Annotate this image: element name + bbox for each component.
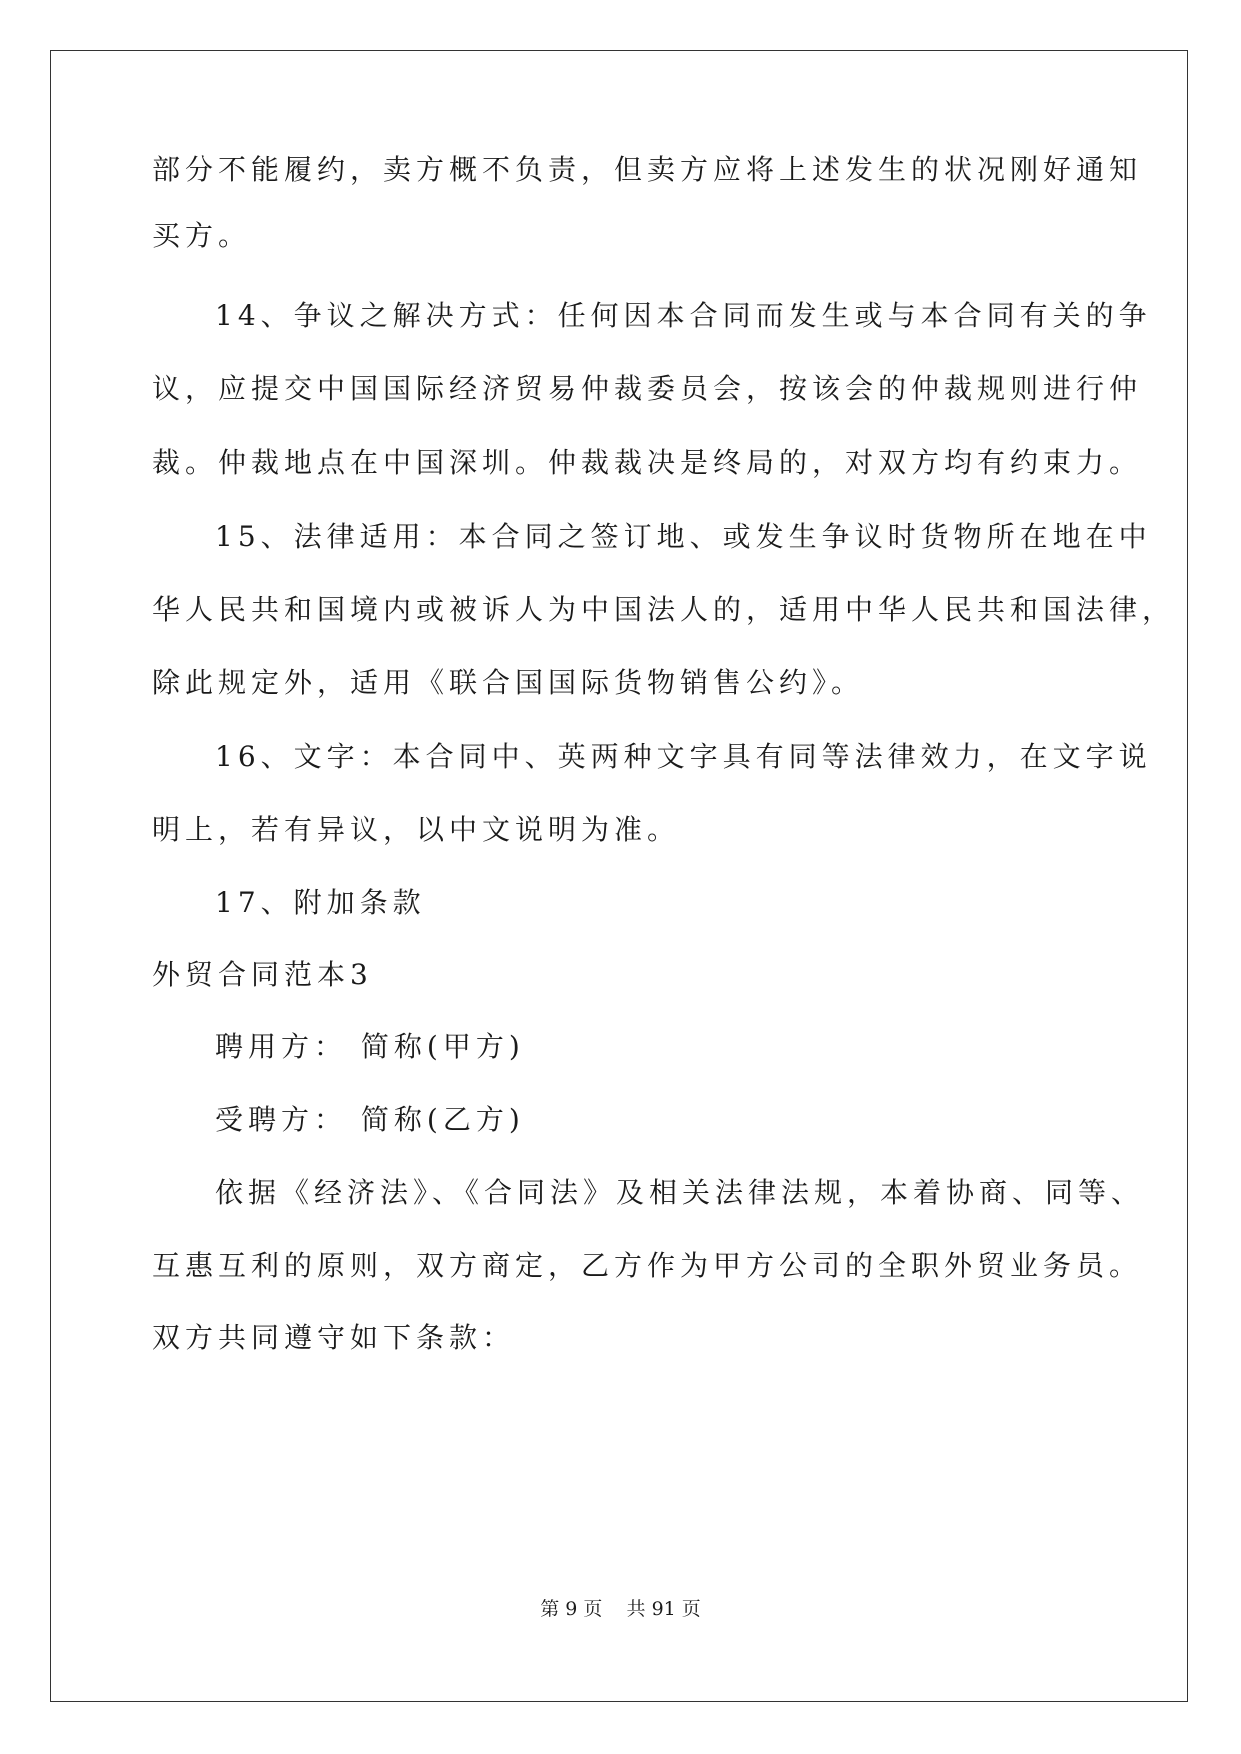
clause-16-line: 16、文字：本合同中、英两种文字具有同等法律效力，在文字说 xyxy=(215,740,1152,773)
clause-15-line: 15、法律适用：本合同之签订地、或发生争议时货物所在地在中 xyxy=(215,520,1152,553)
text-line: 买方。 xyxy=(152,219,252,252)
clause-14-line: 14、争议之解决方式：任何因本合同而发生或与本合同有关的争 xyxy=(215,299,1152,332)
text-line: 明上，若有异议，以中文说明为准。 xyxy=(152,813,681,846)
section-heading: 外贸合同范本3 xyxy=(152,958,373,991)
text-line: 议，应提交中国国际经济贸易仲裁委员会，按该会的仲裁规则进行仲 xyxy=(152,372,1143,405)
text-line: 部分不能履约，卖方概不负责，但卖方应将上述发生的状况刚好通知 xyxy=(152,153,1143,186)
text-line: 互惠互利的原则，双方商定，乙方作为甲方公司的全职外贸业务员。 xyxy=(152,1249,1143,1282)
text-line: 除此规定外，适用《联合国国际货物销售公约》。 xyxy=(152,666,865,699)
text-line: 裁。仲裁地点在中国深圳。仲裁裁决是终局的，对双方均有约束力。 xyxy=(152,446,1143,479)
employee-line: 受聘方： 简称(乙方) xyxy=(215,1103,525,1136)
preamble-line: 依据《经济法》、《合同法》及相关法律法规，本着协商、同等、 xyxy=(215,1176,1145,1209)
employer-line: 聘用方： 简称(甲方) xyxy=(215,1030,525,1063)
page-number-footer: 第 9 页 共 91 页 xyxy=(540,1598,701,1620)
text-line: 华人民共和国境内或被诉人为中国法人的，适用中华人民共和国法律， xyxy=(152,593,1176,626)
text-line: 双方共同遵守如下条款： xyxy=(152,1321,516,1354)
clause-17-line: 17、附加条款 xyxy=(215,886,426,919)
